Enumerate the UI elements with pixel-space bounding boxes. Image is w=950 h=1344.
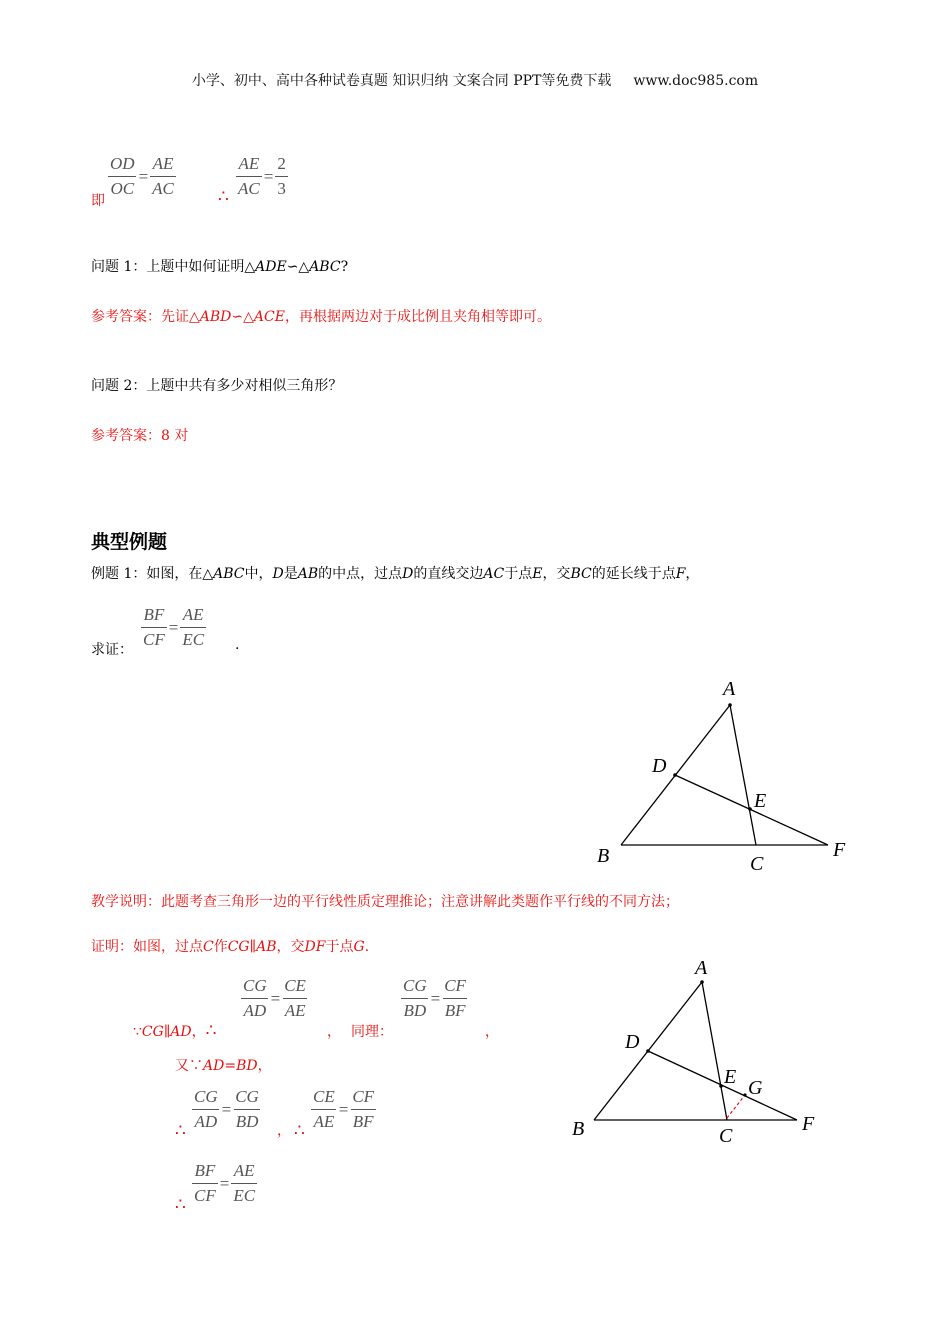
side-ac (702, 982, 727, 1120)
fraction: $\frac{CG}{BD}$ (235, 1087, 259, 1131)
triangle-figure-1 (585, 672, 860, 877)
proof-since-1: ∵CG∥AD，∴ (133, 1021, 217, 1041)
label-b: B (597, 845, 610, 867)
label-d: D (625, 1031, 640, 1053)
fraction: $\frac{OD}{OC}$ (110, 154, 135, 198)
label-b: B (572, 1118, 585, 1140)
top-formula-1: $\frac{OD}{OC}$ = $\frac{AE}{AC}$ (110, 154, 174, 198)
triangle-figure-2 (565, 955, 830, 1145)
fraction: $\frac{BF}{CF}$ (143, 605, 165, 649)
page-header (0, 70, 950, 90)
section-title: 典型例题 (91, 531, 168, 553)
fraction: $\frac{2}{3}$ (277, 154, 286, 198)
question-2: 问题 2：上题中共有多少对相似三角形？ (91, 378, 343, 394)
proof-comma: ， (327, 1024, 341, 1040)
therefore-symbol: ∴ (294, 1121, 305, 1141)
prove-label: 求证： (91, 642, 133, 658)
top-formula-prefix: 即 (91, 193, 105, 209)
fraction: $\frac{CG}{BD}$ (403, 976, 427, 1020)
fraction: $\frac{CE}{AE}$ (284, 976, 306, 1020)
label-g: G (748, 1077, 763, 1099)
top-formula-2: $\frac{AE}{AC}$ = $\frac{2}{3}$ (238, 154, 286, 198)
fraction: $\frac{BF}{CF}$ (194, 1161, 216, 1205)
prove-end: . (235, 637, 240, 653)
fraction: $\frac{AE}{AC}$ (238, 154, 260, 198)
proof-comma-3: ， (277, 1123, 291, 1139)
example-1-text: 例题 1：如图，在△ABC中，D是AB的中点，过点D的直线交边AC于点E，交BC的延长线于点F， (91, 566, 700, 582)
proof-comma-2: ， (485, 1024, 499, 1040)
proof-formula-5: $\frac{BF}{CF}$ = $\frac{AE}{EC}$ (194, 1161, 256, 1205)
proof-also: 又∵AD=BD， (175, 1058, 272, 1074)
label-f: F (802, 1113, 815, 1135)
prove-formula: $\frac{BF}{CF}$ = $\frac{AE}{EC}$ (143, 605, 205, 649)
header-left: 小学、初中、高中各种试卷真题 知识归纳 文案合同 PPT等免费下载 (191, 73, 612, 89)
answer-1: 参考答案：先证△ABD∽△ACE，再根据两边对于成比例且夹角相等即可。 (91, 309, 551, 325)
teaching-note: 教学说明：此题考查三角形一边的平行线性质定理推论；注意讲解此类题作平行线的不同方法； (91, 894, 679, 910)
proof-formula-1: $\frac{CG}{AD}$ = $\frac{CE}{AE}$ (243, 976, 306, 1020)
line-df (675, 775, 828, 845)
label-d: D (652, 755, 667, 777)
label-c: C (750, 853, 764, 875)
proof-formula-4: $\frac{CE}{AE}$ = $\frac{CF}{BF}$ (313, 1087, 375, 1131)
therefore-symbol: ∴ (218, 187, 229, 207)
fraction: $\frac{AE}{EC}$ (182, 605, 205, 649)
label-a: A (695, 957, 708, 979)
label-e: E (724, 1066, 737, 1088)
side-ac (730, 705, 756, 845)
fraction: $\frac{CF}{BF}$ (444, 976, 466, 1020)
proof-formula-3: $\frac{CG}{AD}$ = $\frac{CG}{BD}$ (194, 1087, 259, 1131)
label-e: E (754, 790, 767, 812)
answer-2: 参考答案：8 对 (91, 428, 189, 444)
fraction: $\frac{CG}{AD}$ (194, 1087, 218, 1131)
label-f: F (833, 839, 846, 861)
therefore-symbol: ∴ (175, 1195, 186, 1215)
label-c: C (719, 1125, 733, 1145)
question-1: 问题 1：上题中如何证明△ADE∽△ABC? (91, 259, 349, 275)
fraction: $\frac{CG}{AD}$ (243, 976, 267, 1020)
header-right: www.doc985.com (633, 73, 759, 89)
label-a: A (723, 678, 736, 700)
fraction: $\frac{AE}{AC}$ (152, 154, 174, 198)
line-cg (727, 1095, 745, 1118)
fraction: $\frac{AE}{EC}$ (233, 1161, 256, 1205)
similarly-label: 同理： (351, 1024, 393, 1040)
proof-intro: 证明：如图，过点C作CG∥AB，交DF于点G. (91, 939, 370, 955)
fraction: $\frac{CF}{BF}$ (352, 1087, 375, 1131)
proof-formula-2: $\frac{CG}{BD}$ = $\frac{CF}{BF}$ (403, 976, 466, 1020)
fraction: $\frac{CE}{AE}$ (313, 1087, 335, 1131)
therefore-symbol: ∴ (175, 1121, 186, 1141)
